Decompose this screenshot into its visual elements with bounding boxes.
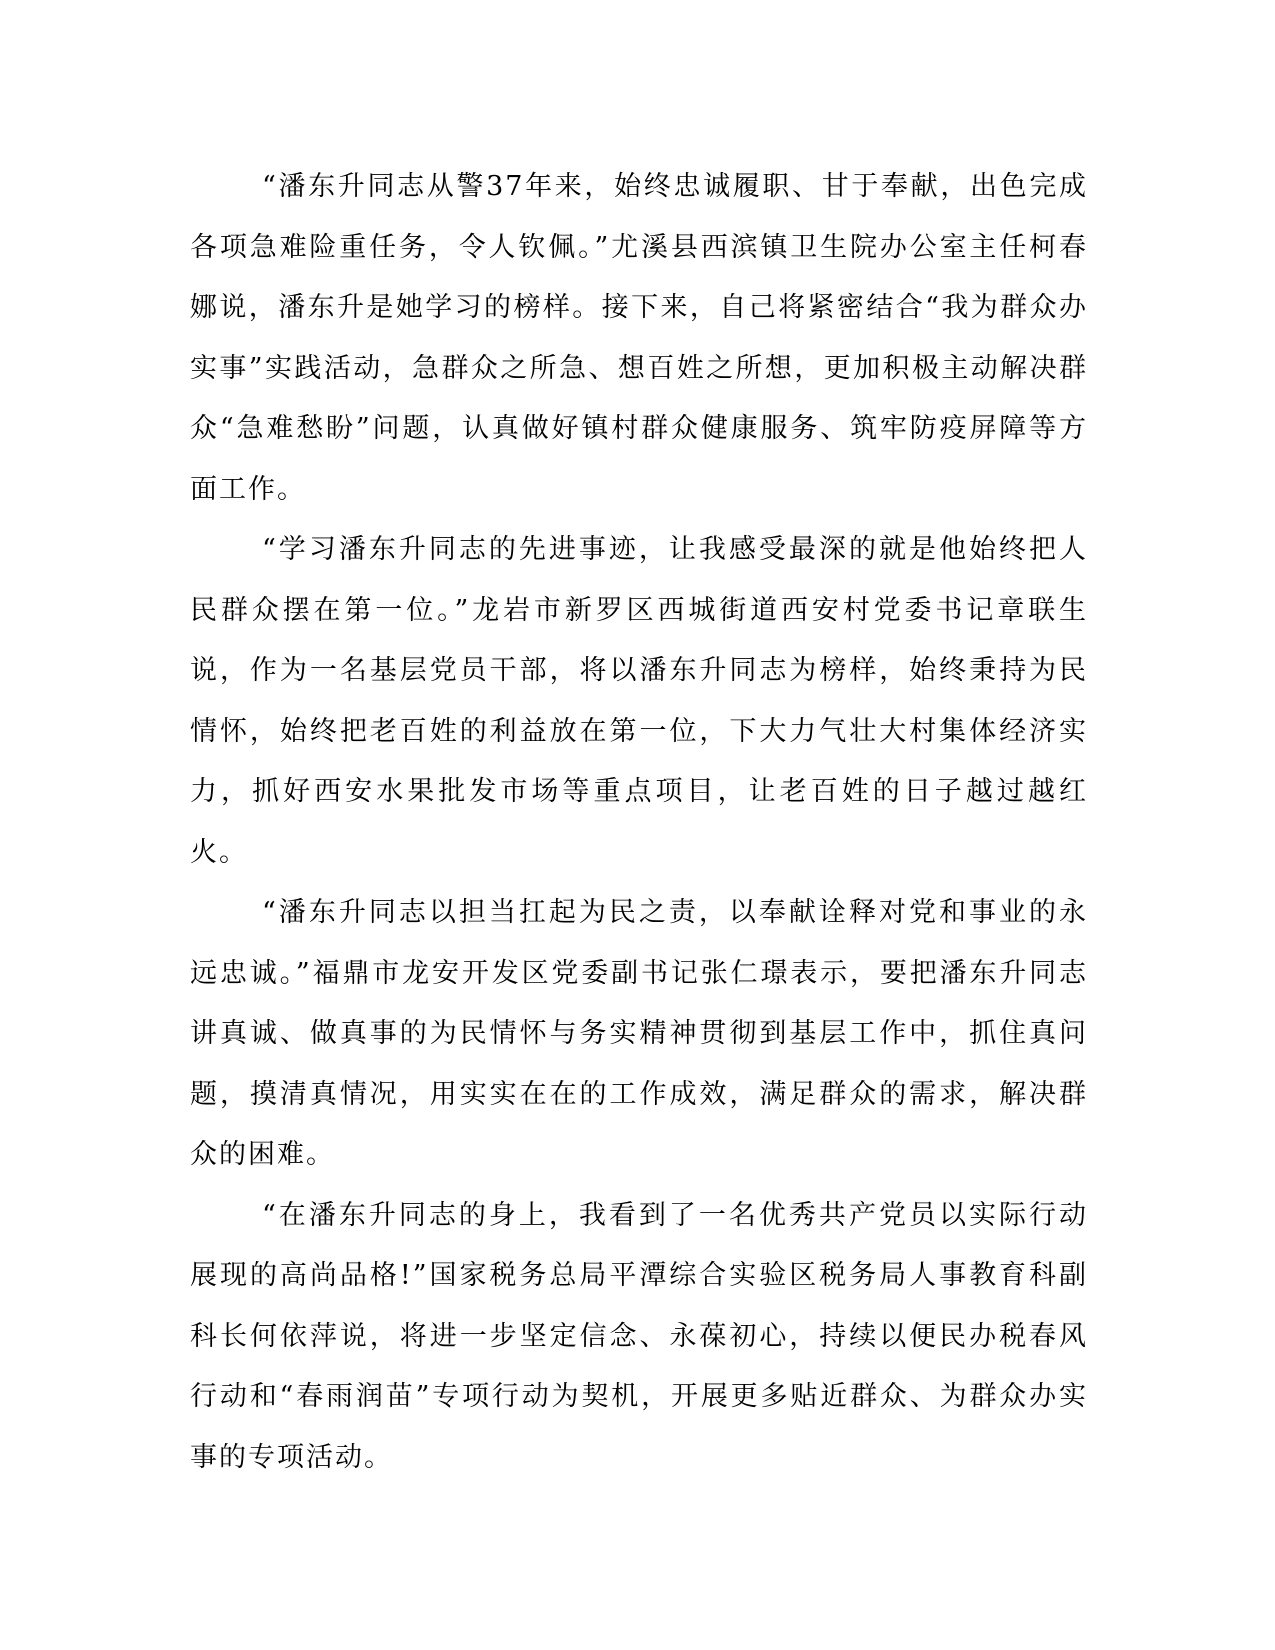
paragraph: “学习潘东升同志的先进事迹，让我感受最深的就是他始终把人民群众摆在第一位。”龙岩市新罗区西城街道西安村党委书记章联生说，作为一名基层党员干部，将以潘东升同志为榜样，始终秉持为民情怀，始终把老百姓的利益放在第一位，下大力气壮大村集体经济实力，抓好西安水果批发市场等重点项目，让老百姓的日子越过越红火。	[190, 534, 1088, 868]
document-body	[190, 157, 1088, 1488]
paragraph: “潘东升同志从警37年来，始终忠诚履职、甘于奉献，出色完成各项急难险重任务，令人钦佩。”尤溪县西滨镇卫生院办公室主任柯春娜说，潘东升是她学习的榜样。接下来，自己将紧密结合“我为群众办实事”实践活动，急群众之所急、想百姓之所想，更加积极主动解决群众“急难愁盼”问题，认真做好镇村群众健康服务、筑牢防疫屏障等方面工作。	[190, 171, 1088, 505]
paragraph: “潘东升同志以担当扛起为民之责，以奉献诠释对党和事业的永远忠诚。”福鼎市龙安开发区党委副书记张仁璟表示，要把潘东升同志讲真诚、做真事的为民情怀与务实精神贯彻到基层工作中，抓住真问题，摸清真情况，用实实在在的工作成效，满足群众的需求，解决群众的困难。	[190, 897, 1088, 1170]
paragraph: “在潘东升同志的身上，我看到了一名优秀共产党员以实际行动展现的高尚品格!”国家税务总局平潭综合实验区税务局人事教育科副科长何依萍说，将进一步坚定信念、永葆初心，持续以便民办税春风行动和“春雨润苗”专项行动为契机，开展更多贴近群众、为群众办实事的专项活动。	[190, 1199, 1088, 1473]
